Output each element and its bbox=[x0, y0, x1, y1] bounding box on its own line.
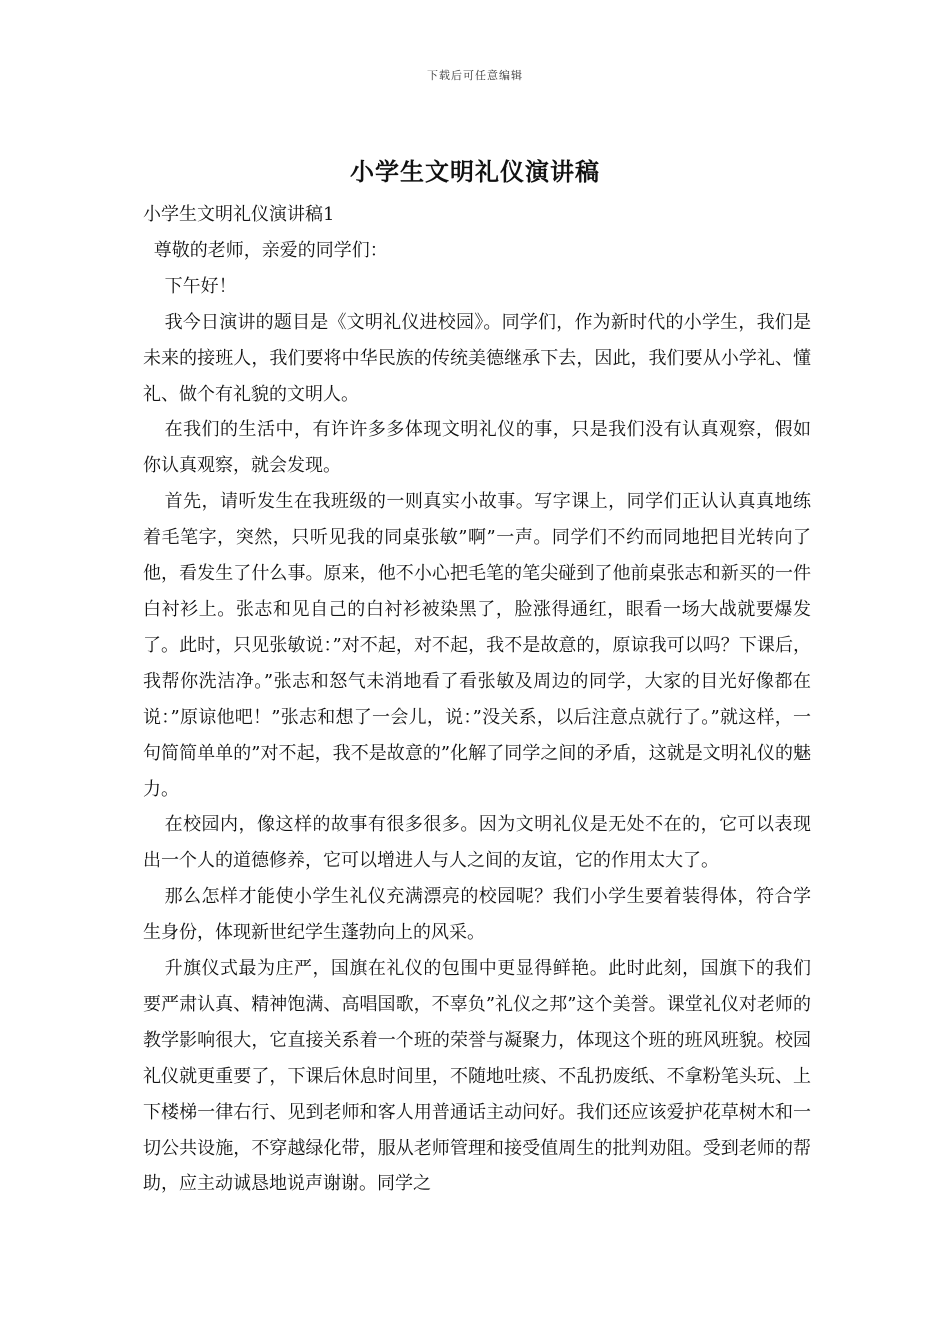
header-note: 下载后可任意编辑 bbox=[427, 69, 523, 82]
greeting: 下午好！ bbox=[164, 275, 237, 297]
paragraph: 在校园内，像这样的故事有很多很多。因为文明礼仪是无处不在的，它可以表现出一个人的道德修养，它可以增进人与人之间的友谊，它的作用太大了。 bbox=[143, 814, 811, 872]
paragraph: 首先，请听发生在我班级的一则真实小故事。写字课上，同学们正认认真真地练着毛笔字，突然，只听见我的同桌张敏”啊”一声。同学们不约而同地把目光转向了他，看发生了什么事。原来，他不小心把毛笔的笔尖碰到了他前桌张志和新买的一件白衬衫上。张志和见自己的白衬衫被染黑了，脸涨得通红，眼看一场大战就要爆发了。此时，只见张敏说：”对不起，对不起，我不是故意的，原谅我可以吗？下课后，我帮你洗洁净。”张志和怒气未消地看了看张敏及周边的同学，大家的目光好像都在说：”原谅他吧！”张志和想了一会儿，说：”没关系，以后注意点就行了。”就这样，一句简简单单的”对不起，我不是故意的”化解了同学之间的矛盾，这就是文明礼仪的魅力。 bbox=[143, 491, 811, 800]
subtitle: 小学生文明礼仪演讲稿1 bbox=[143, 204, 335, 225]
document-body bbox=[143, 197, 811, 1202]
salutation: 尊敬的老师，亲爱的同学们： bbox=[153, 239, 388, 261]
paragraph: 我今日演讲的题目是《文明礼仪进校园》。同学们，作为新时代的小学生，我们是未来的接班人，我们要将中华民族的传统美德继承下去，因此，我们要从小学礼、懂礼、做个有礼貌的文明人。 bbox=[143, 311, 811, 405]
paragraph: 升旗仪式最为庄严，国旗在礼仪的包围中更显得鲜艳。此时此刻，国旗下的我们要严肃认真、精神饱满、高唱国歌，不辜负”礼仪之邦”这个美誉。课堂礼仪对老师的教学影响很大，它直接关系着一个班的荣誉与凝聚力，体现这个班的班风班貌。校园礼仪就更重要了，下课后休息时间里，不随地吐痰、不乱扔废纸、不拿粉笔头玩、上下楼梯一律右行、见到老师和客人用普通话主动问好。我们还应该爱护花草树木和一切公共设施，不穿越绿化带，服从老师管理和接受值周生的批判劝阻。受到老师的帮助，应主动诚恳地说声谢谢。同学之 bbox=[143, 958, 811, 1195]
document-title: 小学生文明礼仪演讲稿 bbox=[350, 157, 600, 186]
paragraph: 在我们的生活中，有许许多多体现文明礼仪的事，只是我们没有认真观察，假如你认真观察，就会发现。 bbox=[143, 419, 811, 477]
paragraph: 那么怎样才能使小学生礼仪充满漂亮的校园呢？我们小学生要着装得体，符合学生身份，体现新世纪学生蓬勃向上的风采。 bbox=[143, 886, 811, 944]
